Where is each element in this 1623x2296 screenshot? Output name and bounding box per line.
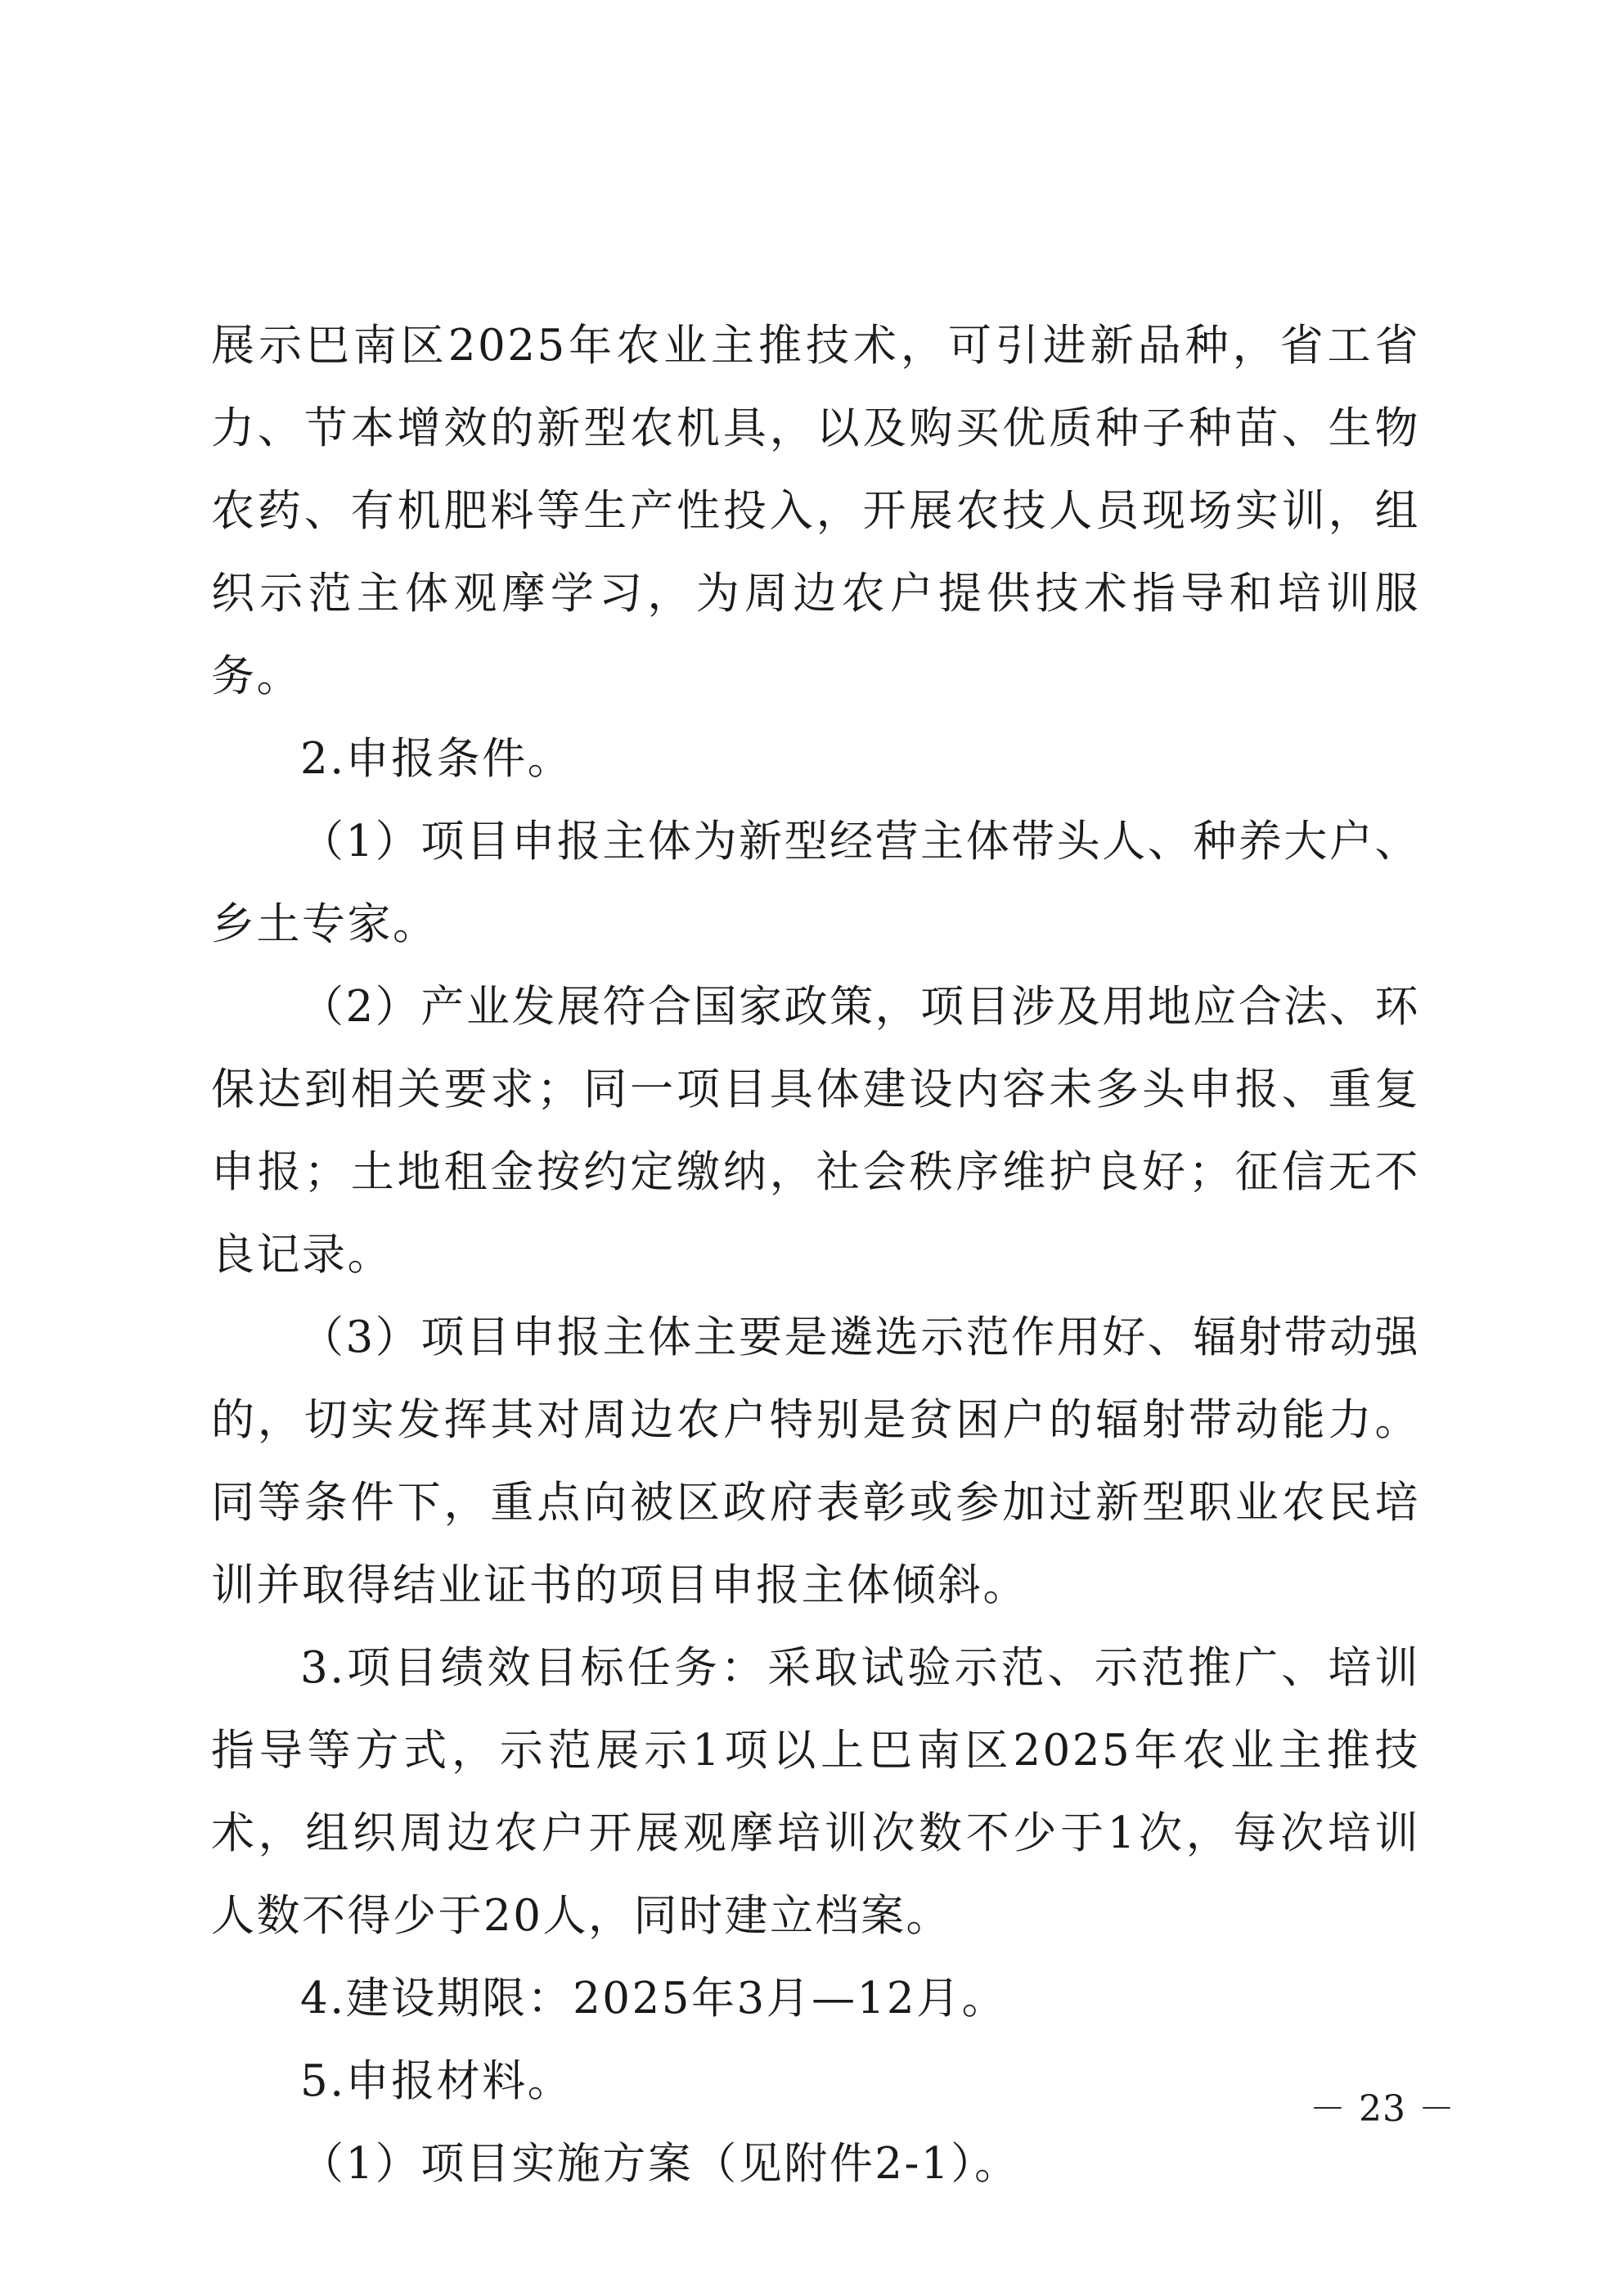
document-body	[211, 304, 1420, 2205]
page-number: － 23 －	[1310, 2088, 1455, 2130]
paragraph-condition-3: （3）项目申报主体主要是遴选示范作用好、辐射带动强的，切实发挥其对周边农户特别是贫困户的辐射带动能力。同等条件下，重点向被区政府表彰或参加过新型职业农民培训并取得结业证书的项目申报主体倾斜。	[211, 1312, 1420, 1610]
paragraph-section-3-targets: 3.项目绩效目标任务：采取试验示范、示范推广、培训指导等方式，示范展示1项以上巴南区2025年农业主推技术，组织周边农户开展观摩培训次数不少于1次，每次培训人数不得少于20人，同时建立档案。	[211, 1643, 1420, 1941]
paragraph-section-4-period: 4.建设期限：2025年3月—12月。	[300, 1974, 1008, 2024]
paragraph-continued-intro: 展示巴南区2025年农业主推技术，可引进新品种，省工省力、节本增效的新型农机具，以及购买优质种子种苗、生物农药、有机肥料等生产性投入，开展农技人员现场实训，组织示范主体观摩学习，为周边农户提供技术指导和培训服务。	[211, 321, 1420, 701]
paragraph-section-5-heading: 5.申报材料。	[300, 2056, 573, 2106]
paragraph-condition-1: （1）项目申报主体为新型经营主体带头人、种养大户、乡土专家。	[211, 817, 1420, 949]
paragraph-section-2-heading: 2.申报条件。	[300, 734, 573, 784]
paragraph-condition-2: （2）产业发展符合国家政策，项目涉及用地应合法、环保达到相关要求；同一项目具体建设内容未多头申报、重复申报；土地租金按约定缴纳，社会秩序维护良好；征信无不良记录。	[211, 982, 1420, 1280]
paragraph-material-1: （1）项目实施方案（见附件2-1）。	[300, 2139, 1020, 2189]
